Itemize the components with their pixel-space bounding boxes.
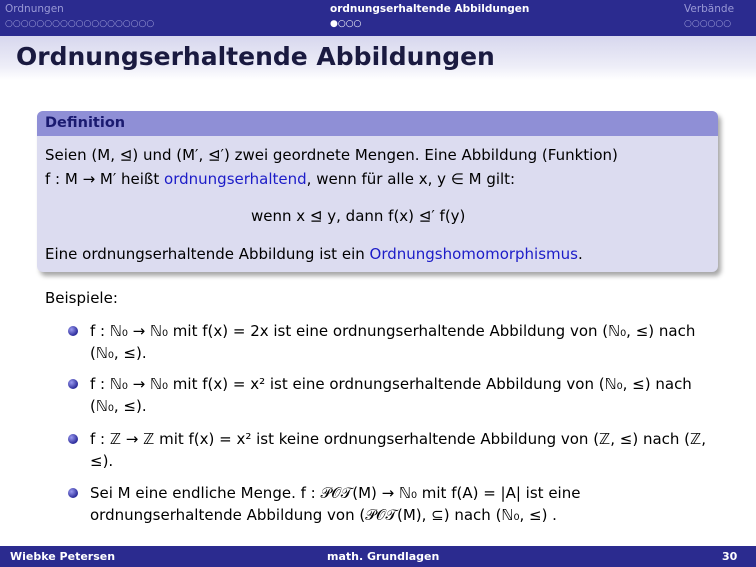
footer-page-number: 30 <box>722 550 738 563</box>
definition-line-2 <box>45 170 515 188</box>
example-text-4: Sei M eine endliche Menge. f : 𝒫𝒪𝒯(M) → ℕ₀ mit f(A) = |A| ist eine ordnungserhaltende Abbildung von (𝒫𝒪𝒯(M), ⊆) nach (ℕ₀, ≤) . <box>90 484 581 524</box>
definition-line-4-pre: Eine ordnungserhaltende Abbildung ist ein <box>45 245 370 263</box>
example-text-1: f : ℕ₀ → ℕ₀ mit f(x) = 2x ist eine ordnungserhaltende Abbildung von (ℕ₀, ≤) nach (ℕ₀, ≤). <box>90 322 696 362</box>
example-text-3: f : ℤ → ℤ mit f(x) = x² ist keine ordnungserhaltende Abbildung von (ℤ, ≤) nach (ℤ, ≤). <box>90 430 706 470</box>
nav-dots-ordnungen[interactable]: ○○○○○○○○○○○○○○○○○○○ <box>5 19 155 29</box>
bullet-icon <box>68 379 78 389</box>
footer-author: Wiebke Petersen <box>10 550 116 563</box>
definition-line-4-post: . <box>577 245 583 263</box>
definition-line-1: Seien (M, ⊴) und (M′, ⊴′) zwei geordnete Mengen. Eine Abbildung (Funktion) <box>45 146 618 164</box>
definition-formula: wenn x ⊴ y, dann f(x) ⊴′ f(y) <box>251 207 466 225</box>
bullet-icon <box>68 326 78 336</box>
term-ordnungserhaltend: ordnungserhaltend <box>164 170 307 188</box>
definition-line-4 <box>45 245 583 263</box>
example-text-2: f : ℕ₀ → ℕ₀ mit f(x) = x² ist eine ordnungserhaltende Abbildung von (ℕ₀, ≤) nach (ℕ₀, ≤). <box>90 375 692 415</box>
term-ordnungshomomorphismus: Ordnungshomomorphismus <box>369 245 578 263</box>
page-title: Ordnungserhaltende Abbildungen <box>16 42 495 71</box>
nav-section-verbaende[interactable]: Verbände <box>684 3 735 15</box>
bullet-icon <box>68 488 78 498</box>
nav-dots-verbaende[interactable]: ○○○○○○ <box>684 19 732 29</box>
examples-label: Beispiele: <box>45 289 118 307</box>
footer-bar <box>0 546 756 567</box>
nav-dots-ordnungserhaltende[interactable]: ●○○○ <box>330 19 362 29</box>
bullet-icon <box>68 434 78 444</box>
definition-block <box>37 111 718 272</box>
footer-course: math. Grundlagen <box>327 550 440 563</box>
title-bar <box>0 36 756 80</box>
definition-line-2-post: , wenn für alle x, y ∈ M gilt: <box>306 170 516 188</box>
nav-section-ordnungserhaltende[interactable]: ordnungserhaltende Abbildungen <box>330 3 530 15</box>
nav-section-ordnungen[interactable]: Ordnungen <box>5 3 64 15</box>
top-navigation <box>0 0 756 36</box>
definition-line-2-pre: f : M → M′ heißt <box>45 170 165 188</box>
definition-header <box>37 111 718 136</box>
definition-heading: Definition <box>45 115 126 131</box>
